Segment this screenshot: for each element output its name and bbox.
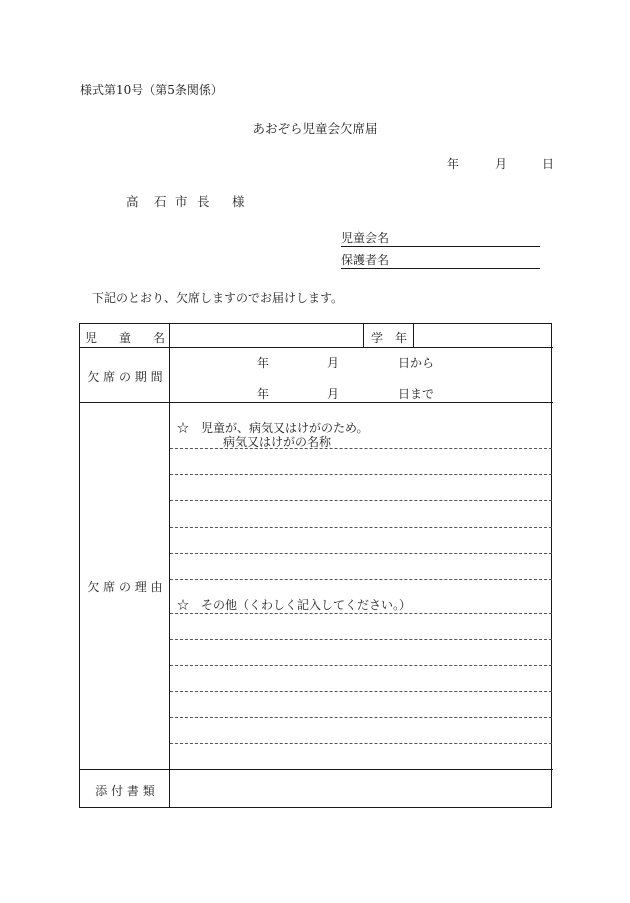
to-month-label: 月 <box>327 387 340 401</box>
attachments-input[interactable] <box>170 770 552 808</box>
label-char: 児 <box>85 331 98 345</box>
attachments-label: 添 付 書 類 <box>95 784 155 798</box>
absence-period-input[interactable] <box>170 348 552 402</box>
writing-line[interactable] <box>170 613 552 614</box>
absence-reason-label: 欠 席 の 理 由 <box>87 580 163 594</box>
writing-line[interactable] <box>170 448 552 449</box>
date-month-label: 月 <box>495 157 508 171</box>
illness-name-label: 病気又はけがの名称 <box>223 435 332 449</box>
document-title: あおぞら児童会欠席届 <box>252 121 378 136</box>
addressee-char: 高 <box>126 194 139 209</box>
child-name-input[interactable] <box>170 324 363 347</box>
guardian-name-label: 保護者名 <box>341 253 390 267</box>
form-number: 様式第10号（第5条関係） <box>80 83 223 97</box>
writing-line[interactable] <box>170 743 552 744</box>
to-day-label: 日まで <box>398 387 435 401</box>
absence-form-table <box>79 323 552 808</box>
label-char: 学 <box>371 331 384 345</box>
column-divider <box>363 324 364 347</box>
date-day-label: 日 <box>542 157 555 171</box>
writing-line[interactable] <box>170 553 552 554</box>
grade-input[interactable] <box>414 324 552 347</box>
writing-line[interactable] <box>170 639 552 640</box>
row-divider <box>80 402 553 403</box>
addressee-honorific: 様 <box>232 194 245 209</box>
date-year-label: 年 <box>447 157 460 171</box>
writing-line[interactable] <box>170 717 552 718</box>
writing-line[interactable] <box>170 691 552 692</box>
writing-line[interactable] <box>170 474 552 475</box>
from-year-label: 年 <box>257 356 270 370</box>
label-char: 童 <box>119 331 132 345</box>
illness-option[interactable]: ☆ 児童が、病気又はけがのため。 <box>177 421 369 435</box>
guardian-name-field[interactable] <box>341 251 540 269</box>
from-day-label: 日から <box>398 356 435 370</box>
absence-period-label: 欠 席 の 期 間 <box>87 370 163 384</box>
addressee-char: 長 <box>197 194 210 209</box>
writing-line[interactable] <box>170 500 552 501</box>
addressee-char: 市 <box>175 194 188 209</box>
intro-text: 下記のとおり、欠席しますのでお届けします。 <box>92 291 344 305</box>
club-name-field[interactable] <box>341 229 540 247</box>
from-month-label: 月 <box>327 356 340 370</box>
addressee-char: 石 <box>154 194 167 209</box>
label-char: 年 <box>395 331 408 345</box>
writing-line[interactable] <box>170 527 552 528</box>
label-char: 名 <box>153 331 166 345</box>
club-name-label: 児童会名 <box>341 231 390 245</box>
other-option[interactable]: ☆ その他（くわしく記入してください。） <box>177 598 412 612</box>
writing-line[interactable] <box>170 579 552 580</box>
child-name-label <box>80 329 170 343</box>
grade-label <box>371 329 407 346</box>
writing-line[interactable] <box>170 665 552 666</box>
to-year-label: 年 <box>257 387 270 401</box>
